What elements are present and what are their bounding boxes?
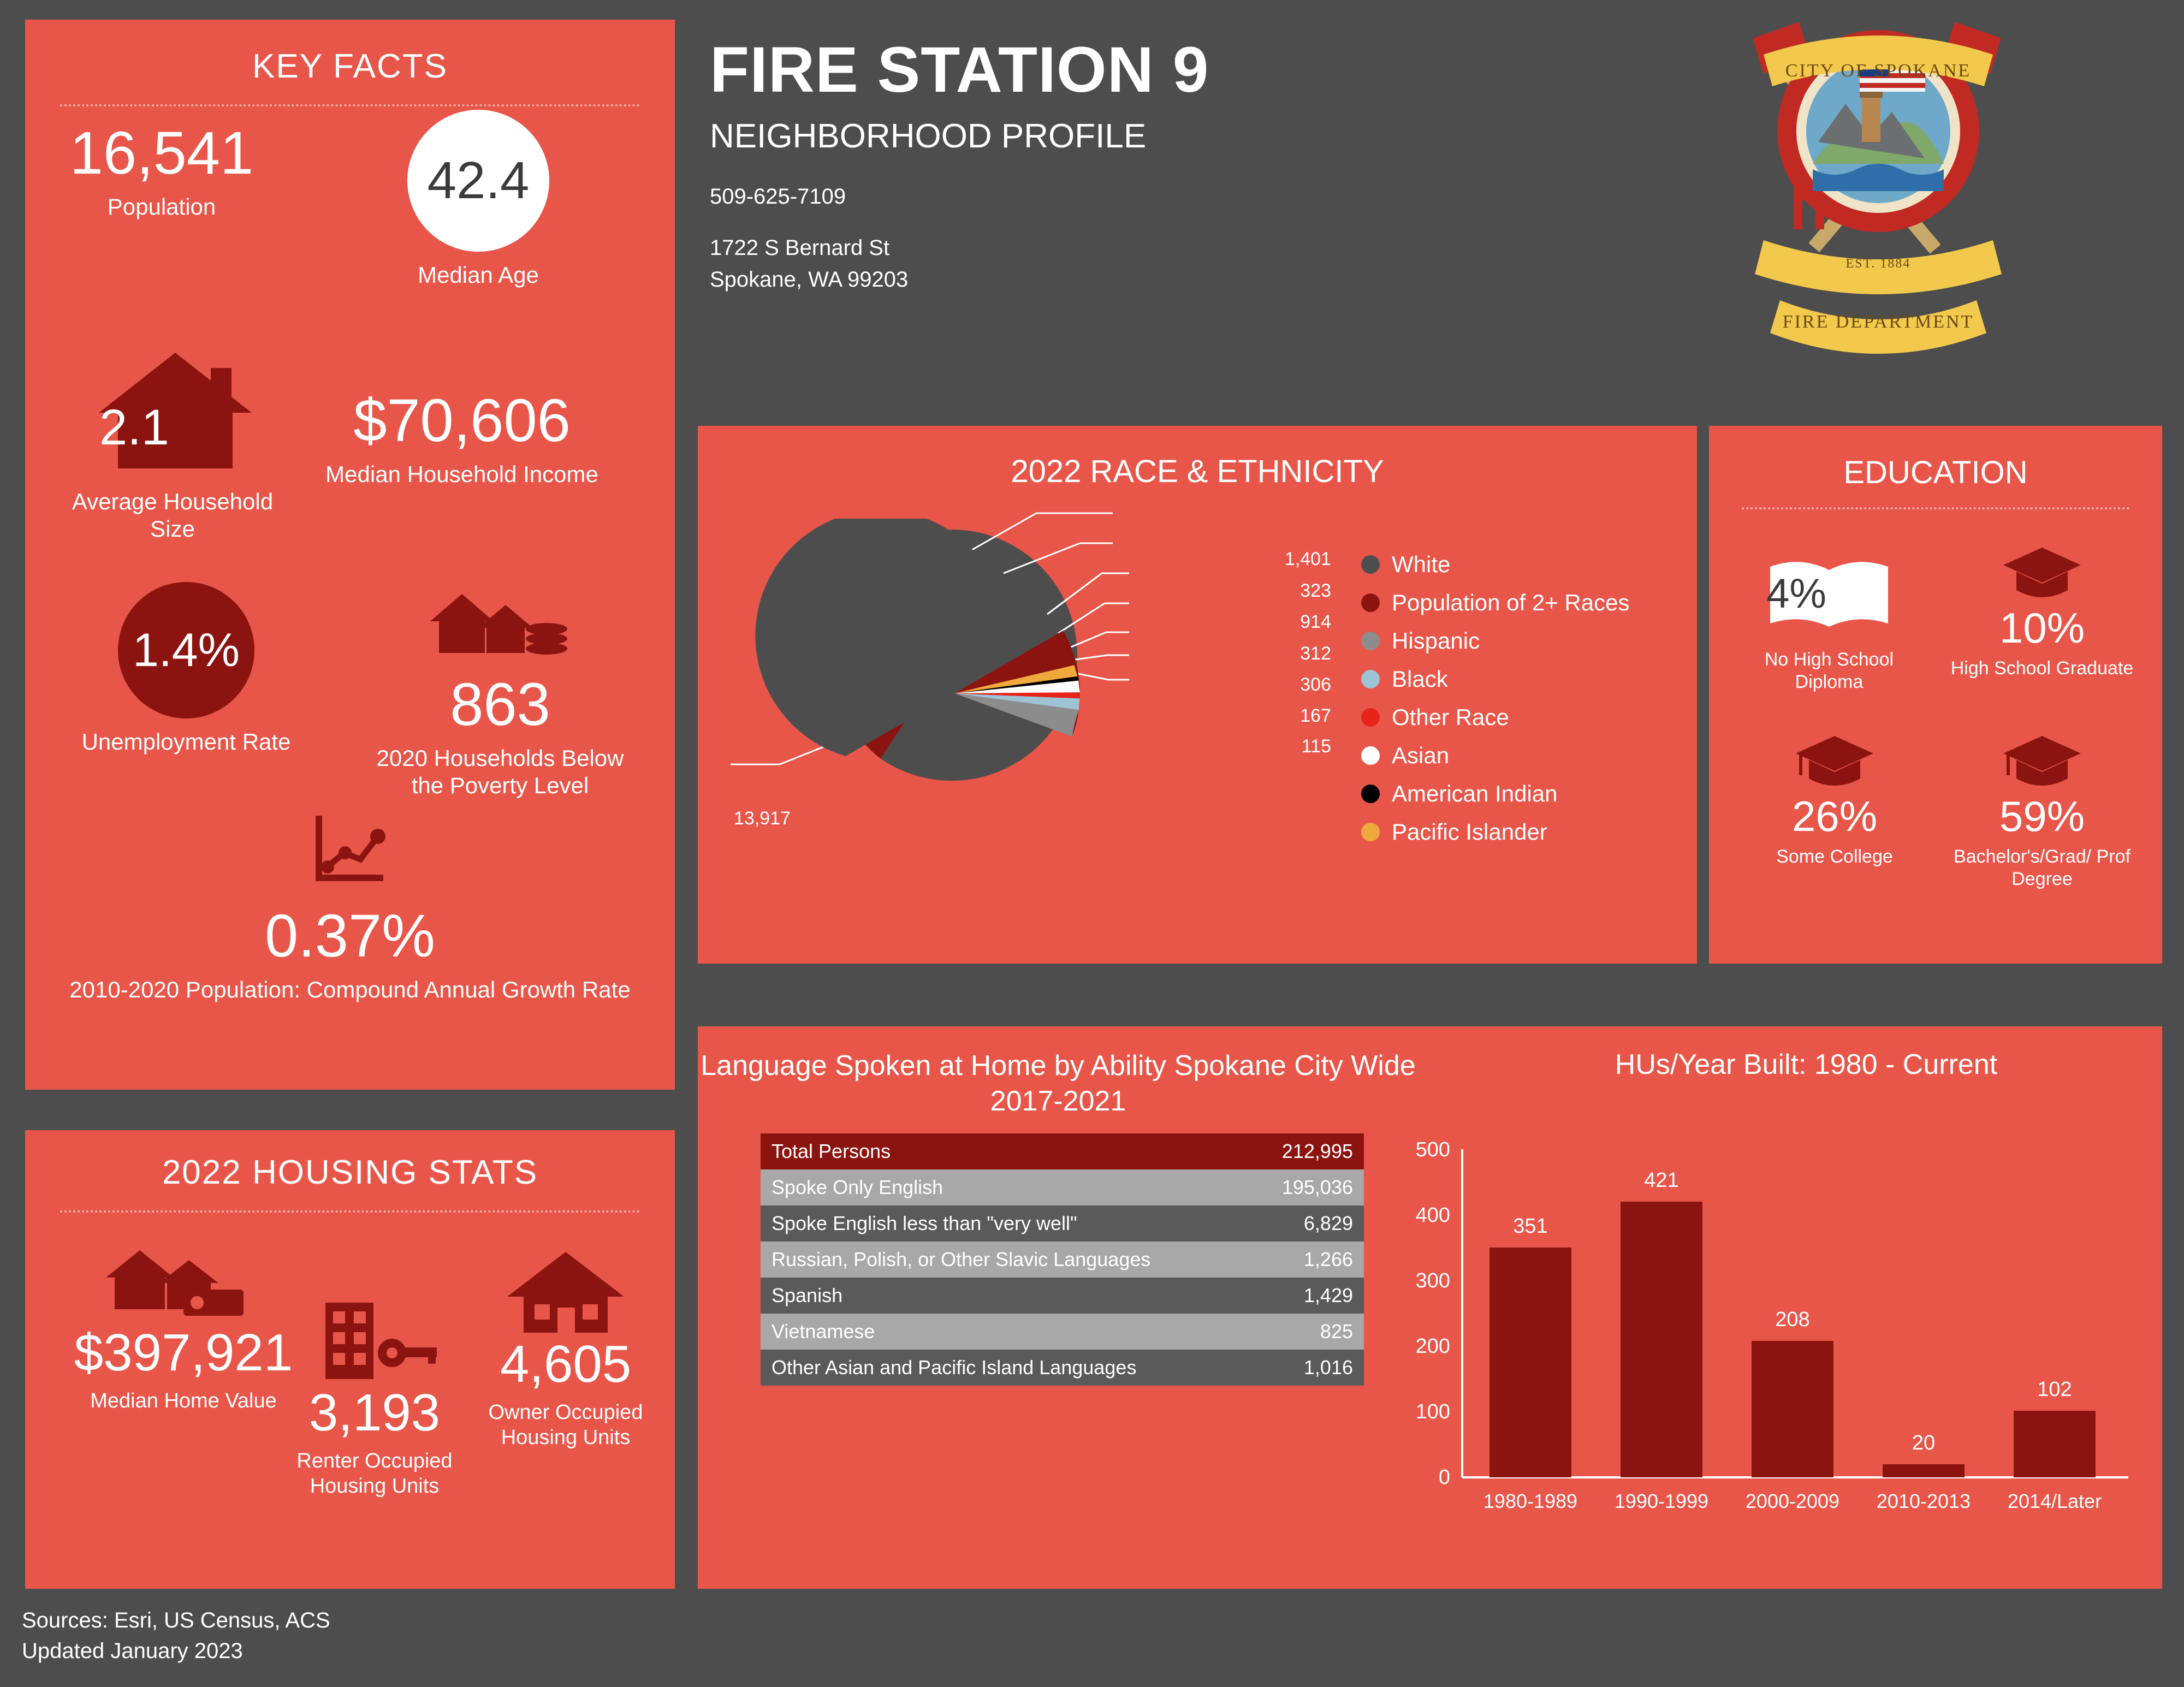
education-pct-3: 59% <box>1999 792 2085 840</box>
legend-swatch-icon <box>1361 823 1380 841</box>
median-home-value: $397,921 <box>74 1323 293 1382</box>
median-age-stat <box>407 110 549 289</box>
svg-text:2000-2009: 2000-2009 <box>1745 1490 1840 1512</box>
avg-household-value: 2.1 <box>99 400 169 455</box>
divider <box>60 104 640 106</box>
population-stat <box>47 120 276 221</box>
svg-text:1990-1999: 1990-1999 <box>1614 1490 1709 1512</box>
row-label: Spoke English less than "very well" <box>761 1205 1250 1242</box>
education-item-1 <box>1938 543 2146 680</box>
education-label-2: Some College <box>1776 846 1893 867</box>
education-label-1: High School Graduate <box>1950 658 2134 679</box>
population-label: Population <box>107 194 216 219</box>
cagr-stat <box>58 806 642 1003</box>
row-label: Other Asian and Pacific Island Languages <box>761 1350 1250 1386</box>
legend-label: Asian <box>1392 742 1450 768</box>
renter-value: 3,193 <box>308 1383 441 1442</box>
avg-household-label: Average Household Size <box>72 489 274 542</box>
legend-label: Pacific Islander <box>1392 819 1547 845</box>
legend-swatch-icon <box>1361 593 1380 612</box>
graduation-cap-icon <box>1794 732 1876 792</box>
svg-text:2010-2013: 2010-2013 <box>1876 1490 1971 1512</box>
legend-label: American Indian <box>1392 781 1558 806</box>
svg-text:2014/Later: 2014/Later <box>2007 1490 2102 1512</box>
legend-swatch-icon <box>1361 555 1380 574</box>
poverty-value: 863 <box>450 671 550 738</box>
logo-top-text: CITY OF SPOKANE <box>1785 61 1972 81</box>
svg-text:300: 300 <box>1415 1269 1450 1292</box>
housing-title: 2022 HOUSING STATS <box>162 1154 538 1191</box>
svg-text:208: 208 <box>1775 1308 1810 1331</box>
sources-line1: Sources: Esri, US Census, ACS <box>22 1608 330 1632</box>
median-income-value: $70,606 <box>353 387 571 454</box>
owner-stat <box>456 1248 675 1450</box>
legend-item <box>1361 819 1629 845</box>
race-legend <box>1361 551 1629 845</box>
renter-label: Renter Occupied Housing Units <box>296 1450 453 1498</box>
logo-icon <box>1704 5 2053 388</box>
svg-text:421: 421 <box>1644 1169 1679 1192</box>
owner-label: Owner Occupied Housing Units <box>488 1401 643 1449</box>
language-table <box>761 1133 1364 1386</box>
house-owner-icon <box>503 1248 628 1335</box>
page-title: FIRE STATION 9 <box>710 34 1209 106</box>
education-item-3 <box>1938 732 2146 890</box>
housing-stats-panel <box>25 1130 675 1589</box>
row-value: 1,429 <box>1250 1278 1364 1314</box>
education-title: EDUCATION <box>1843 455 2028 490</box>
education-label-3: Bachelor's/Grad/ Prof Degree <box>1954 846 2130 889</box>
median-age-label: Median Age <box>418 262 539 288</box>
svg-text:102: 102 <box>2037 1378 2072 1401</box>
legend-item <box>1361 590 1629 616</box>
unemployment-label: Unemployment Rate <box>81 729 291 755</box>
legend-item <box>1361 628 1629 654</box>
renter-stat <box>260 1288 489 1499</box>
svg-text:100: 100 <box>1415 1400 1450 1423</box>
svg-text:351: 351 <box>1513 1215 1548 1238</box>
key-facts-panel <box>25 20 675 1090</box>
unemployment-circle <box>118 582 254 718</box>
table-row <box>761 1242 1364 1278</box>
legend-swatch-icon <box>1361 670 1380 688</box>
key-facts-title: KEY FACTS <box>252 47 448 85</box>
legend-swatch-icon <box>1361 708 1380 727</box>
logo-est-text: EST. 1884 <box>1845 257 1911 271</box>
poverty-label: 2020 Households Below the Poverty Level <box>376 745 624 799</box>
legend-label: Hispanic <box>1392 628 1480 654</box>
race-ethnicity-panel <box>698 426 1697 964</box>
legend-label: White <box>1392 551 1451 577</box>
pie-label-6: 115 <box>1301 736 1331 757</box>
unemployment-value: 1.4% <box>132 623 240 676</box>
legend-item <box>1361 551 1629 578</box>
svg-text:1980-1989: 1980-1989 <box>1483 1490 1578 1512</box>
cagr-value: 0.37% <box>265 902 435 970</box>
education-item-2 <box>1731 732 1938 868</box>
education-label-0: No High School Diploma <box>1764 649 1894 692</box>
pie-label-3: 312 <box>1300 643 1331 664</box>
legend-item <box>1361 742 1629 769</box>
svg-text:20: 20 <box>1912 1431 1936 1454</box>
pie-label-7: 13,917 <box>734 808 791 829</box>
row-value: 212,995 <box>1250 1133 1364 1169</box>
table-row <box>761 1350 1364 1386</box>
cagr-label: 2010-2020 Population: Compound Annual Growth Rate <box>69 977 631 1002</box>
owner-value: 4,605 <box>500 1335 632 1393</box>
poverty-stat <box>358 587 642 800</box>
race-pie-wedges <box>709 519 1200 901</box>
median-age-circle <box>407 110 549 252</box>
svg-text:500: 500 <box>1415 1138 1450 1161</box>
row-label: Spanish <box>761 1278 1250 1314</box>
svg-text:0: 0 <box>1438 1466 1450 1489</box>
pie-label-5: 167 <box>1300 705 1331 726</box>
address-line2: Spokane, WA 99203 <box>710 268 909 292</box>
spokane-fire-department-logo <box>1704 5 2053 388</box>
table-row <box>761 1169 1364 1205</box>
row-label: Russian, Polish, or Other Slavic Languages <box>761 1242 1250 1278</box>
sources-line2: Updated January 2023 <box>22 1639 243 1663</box>
apartment-key-icon <box>304 1288 446 1387</box>
row-label: Spoke Only English <box>761 1169 1250 1205</box>
hu-bar-chart <box>1386 1097 2150 1551</box>
legend-item <box>1361 666 1629 692</box>
median-income-stat <box>287 387 637 488</box>
legend-label: Other Race <box>1392 704 1509 730</box>
education-pct-0: 4% <box>1766 571 1826 617</box>
education-pct-1: 10% <box>1999 604 2085 652</box>
divider <box>1742 507 2129 509</box>
pie-label-2: 914 <box>1300 611 1331 632</box>
legend-label: Black <box>1392 666 1448 692</box>
sources-block <box>22 1605 330 1666</box>
divider <box>60 1210 640 1213</box>
legend-swatch-icon <box>1361 632 1380 650</box>
legend-swatch-icon <box>1361 785 1380 803</box>
table-row <box>761 1314 1364 1350</box>
svg-text:400: 400 <box>1415 1204 1450 1227</box>
legend-swatch-icon <box>1361 746 1380 765</box>
page-subtitle: NEIGHBORHOOD PROFILE <box>710 117 1147 155</box>
row-value: 825 <box>1250 1314 1364 1350</box>
hu-chart-title: HUs/Year Built: 1980 - Current <box>1615 1049 1998 1080</box>
pie-label-0: 1,401 <box>1284 549 1331 569</box>
houses-money-icon <box>429 587 571 669</box>
home-value-icon <box>102 1245 265 1327</box>
table-row <box>761 1205 1364 1242</box>
svg-text:200: 200 <box>1415 1335 1450 1358</box>
median-income-label: Median Household Income <box>325 461 598 487</box>
row-value: 6,829 <box>1250 1205 1364 1242</box>
row-value: 1,016 <box>1250 1350 1364 1386</box>
unemployment-stat <box>81 582 293 756</box>
median-home-label: Median Home Value <box>90 1389 277 1412</box>
graduation-cap-icon <box>2001 543 2083 603</box>
row-label: Vietnamese <box>761 1314 1250 1350</box>
legend-item <box>1361 704 1629 730</box>
address-line1: 1722 S Bernard St <box>710 236 890 260</box>
legend-item <box>1361 781 1629 807</box>
bottom-panel <box>698 1026 2162 1589</box>
row-label: Total Persons <box>761 1133 1250 1169</box>
education-panel <box>1709 426 2162 964</box>
chart-icon <box>304 806 396 899</box>
median-age-value: 42.4 <box>427 151 530 210</box>
logo-bottom-text: FIRE DEPARTMENT <box>1782 312 1974 332</box>
pie-label-4: 306 <box>1300 674 1331 695</box>
row-value: 1,266 <box>1250 1242 1364 1278</box>
race-chart-title: 2022 RACE & ETHNICITY <box>1011 454 1384 489</box>
avg-household-stat <box>52 347 298 543</box>
row-value: 195,036 <box>1250 1169 1364 1205</box>
legend-label: Population of 2+ Races <box>1392 590 1630 615</box>
education-item-0 <box>1731 551 1927 693</box>
language-table-title: Language Spoken at Home by Ability Spokane City Wide 2017-2021 <box>701 1050 1416 1117</box>
population-value: 16,541 <box>69 120 254 187</box>
phone-number: 509-625-7109 <box>710 185 846 209</box>
education-pct-2: 26% <box>1791 792 1878 840</box>
table-row <box>761 1278 1364 1314</box>
graduation-cap-icon <box>2001 732 2083 792</box>
table-row <box>761 1133 1364 1169</box>
page-header <box>710 33 1747 295</box>
pie-label-1: 323 <box>1300 580 1331 601</box>
